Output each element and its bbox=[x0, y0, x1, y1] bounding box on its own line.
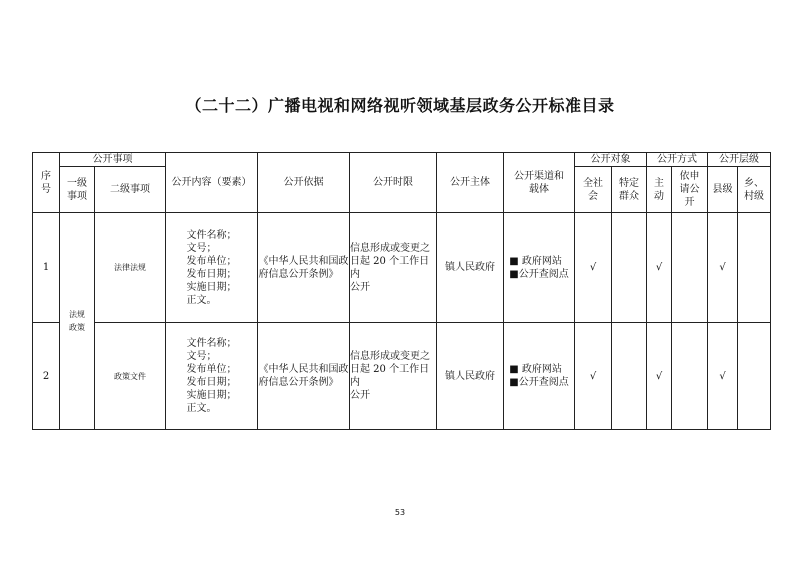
row-basis: 《中华人民共和国政 府信息公开条例》 bbox=[258, 323, 350, 430]
header-content: 公开内容（要素） bbox=[166, 153, 258, 213]
header-time: 公开时限 bbox=[350, 153, 437, 213]
row-county: √ bbox=[708, 213, 738, 323]
table-row bbox=[33, 213, 771, 323]
header-row-1 bbox=[33, 153, 771, 167]
row-seq: 2 bbox=[33, 323, 60, 430]
row-active: √ bbox=[647, 323, 672, 430]
row-channel: ■ 政府网站 ■公开查阅点 bbox=[504, 213, 575, 323]
header-level-group: 公开层级 bbox=[708, 153, 771, 167]
header-county: 县级 bbox=[708, 167, 738, 213]
header-level2: 二级事项 bbox=[95, 167, 166, 213]
header-method-group: 公开方式 bbox=[647, 153, 708, 167]
header-matter-group: 公开事项 bbox=[60, 153, 166, 167]
row-seq: 1 bbox=[33, 213, 60, 323]
row-township bbox=[738, 213, 771, 323]
row-basis: 《中华人民共和国政 府信息公开条例》 bbox=[258, 213, 350, 323]
row-content: 文件名称； 文号； 发布单位； 发布日期； 实施日期； 正文。 bbox=[166, 213, 258, 323]
row-active: √ bbox=[647, 213, 672, 323]
page-title: （二十二）广播电视和网络视听领域基层政务公开标准目录 bbox=[185, 96, 615, 115]
header-channel: 公开渠道和 载体 bbox=[504, 153, 575, 213]
header-specific-group: 特定 群众 bbox=[612, 167, 647, 213]
header-active: 主 动 bbox=[647, 167, 672, 213]
header-whole-society: 全社 会 bbox=[575, 167, 612, 213]
row-whole-society: √ bbox=[575, 323, 612, 430]
row-subject: 镇人民政府 bbox=[437, 213, 504, 323]
header-subject: 公开主体 bbox=[437, 153, 504, 213]
header-level1: 一级 事项 bbox=[60, 167, 95, 213]
row-channel: ■ 政府网站 ■公开查阅点 bbox=[504, 323, 575, 430]
row-time: 信息形成或变更之 日起 20 个工作日内 公开 bbox=[350, 323, 437, 430]
row-subject: 镇人民政府 bbox=[437, 323, 504, 430]
header-seq: 序 号 bbox=[33, 153, 60, 213]
row-township bbox=[738, 323, 771, 430]
level1-merged-cell: 法规 政策 bbox=[60, 213, 95, 430]
page-number: 53 bbox=[394, 508, 406, 517]
header-object-group: 公开对象 bbox=[575, 153, 647, 167]
header-basis: 公开依据 bbox=[258, 153, 350, 213]
row-content: 文件名称； 文号； 发布单位； 发布日期； 实施日期； 正文。 bbox=[166, 323, 258, 430]
row-level2: 法律法规 bbox=[95, 213, 166, 323]
catalog-table bbox=[32, 152, 771, 430]
row-specific-group bbox=[612, 323, 647, 430]
row-county: √ bbox=[708, 323, 738, 430]
row-level2: 政策文件 bbox=[95, 323, 166, 430]
row-on-request bbox=[672, 213, 708, 323]
header-township: 乡、 村级 bbox=[738, 167, 771, 213]
header-on-request: 依申 请公 开 bbox=[672, 167, 708, 213]
row-whole-society: √ bbox=[575, 213, 612, 323]
table-row bbox=[33, 323, 771, 430]
row-time: 信息形成或变更之 日起 20 个工作日内 公开 bbox=[350, 213, 437, 323]
row-specific-group bbox=[612, 213, 647, 323]
row-on-request bbox=[672, 323, 708, 430]
